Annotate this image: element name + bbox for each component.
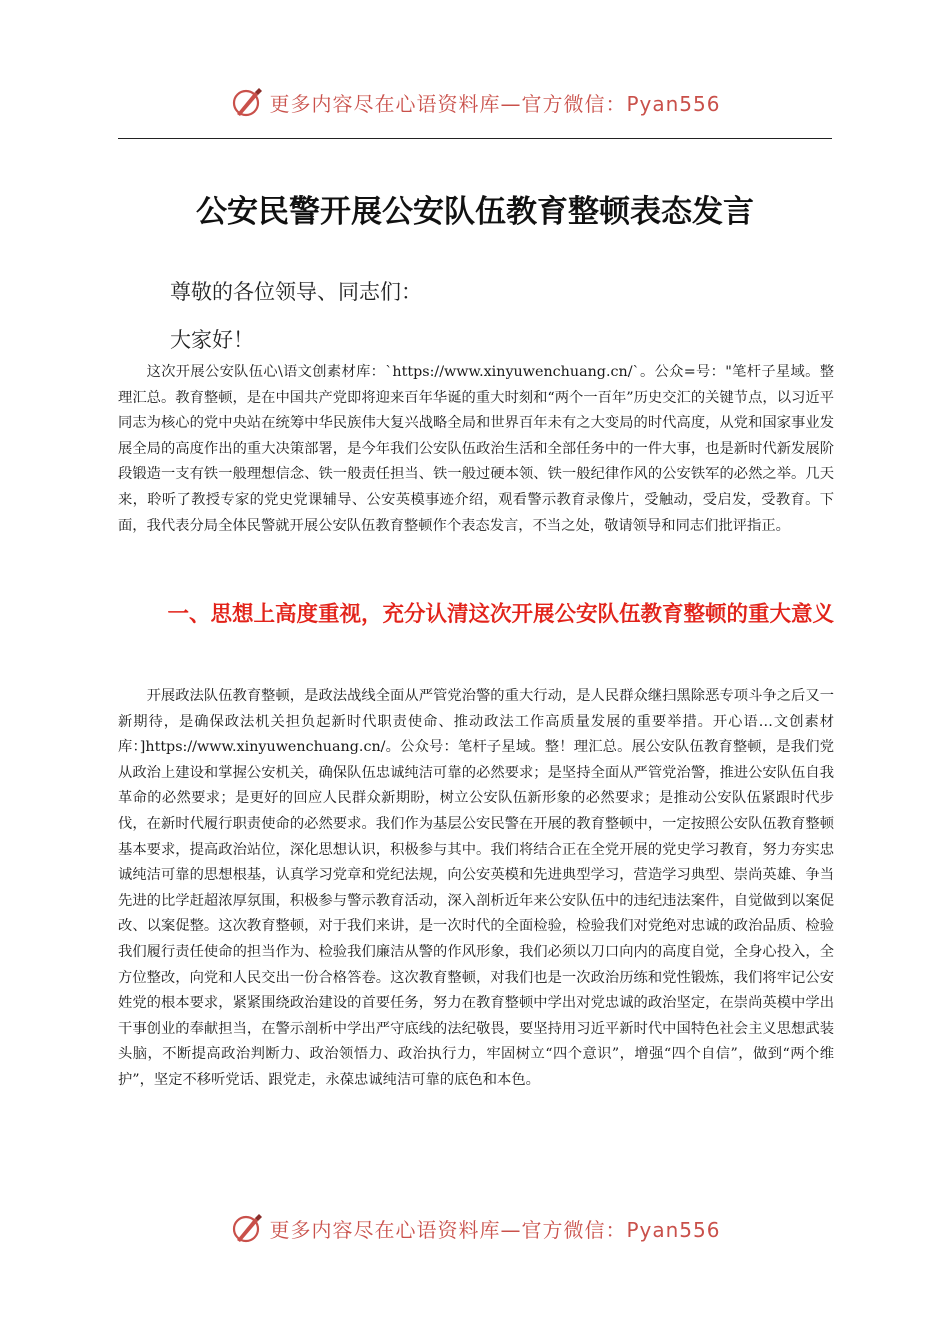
greeting: 大家好！	[170, 328, 254, 352]
document-title: 公安民警开展公安队伍教育整顿表态发言	[196, 194, 754, 230]
watermark-text: 更多内容尽在心语资料库—官方微信：Pyan556	[269, 1217, 721, 1242]
header-watermark	[0, 82, 950, 122]
watermark-text: 更多内容尽在心语资料库—官方微信：Pyan556	[269, 91, 721, 116]
body-paragraph-1: 这次开展公安队伍心\语文创素材库：`https://www.xinyuwenchuang.cn/`。公众=号："笔杆子星域。整理汇总。教育整顿，是在中国共产党即将迎来百年华诞的重大时刻和“两个一百年”历史交汇的关键节点，以习近平同志为核心的党中央站在统筹中华民族伟大复兴战略全局和世界百年未有之大变局的时代高度，从党和国家事业发展全局的高度作出的重大决策部署，是今年我们公安队伍政治生活和全部任务中的一件大事，也是新时代新发展阶段锻造一支有铁一般理想信念、铁一般责任担当、铁一般过硬本领、铁一般纪律作风的公安铁军的必然之举。几天来，聆听了教授专家的党史党课辅导、公安英模事迹介绍，观看警示教育录像片，受触动，受启发，受教育。下面，我代表分局全体民警就开展公安队伍教育整顿作个表态发言，不当之处，敬请领导和同志们批评指正。	[118, 364, 834, 534]
section-heading-1: 一、思想上高度重视，充分认清这次开展公安队伍教育整顿的重大意义	[167, 602, 834, 627]
header-divider	[118, 138, 832, 139]
pen-circle-logo-icon	[229, 1210, 265, 1246]
salutation: 尊敬的各位领导、同志们：	[170, 280, 422, 304]
footer-watermark	[0, 1208, 950, 1248]
body-paragraph-2: 开展政法队伍教育整顿，是政法战线全面从严管党治警的重大行动，是人民群众继扫黑除恶专项斗争之后又一新期待，是确保政法机关担负起新时代职责使命、推动政法工作高质量发展的重要举措。开心语…文创素材库：]https://www.xinyuwenchuang.cn/。公众号：笔杆子星域。整！理汇总。展公安队伍教育整顿，是我们党从政治上建设和掌握公安机关，确保队伍忠诚纯洁可靠的必然要求；是坚持全面从严管党治警，推进公安队伍自我革命的必然要求；是更好的回应人民群众新期盼，树立公安队伍新形象的必然要求；是推动公安队伍紧跟时代步伐，在新时代履行职责使命的必然要求。我们作为基层公安民警在开展的教育整顿中，一定按照公安队伍教育整顿基本要求，提高政治站位，深化思想认识，积极参与其中。我们将结合正在全党开展的党史学习教育，努力夯实忠诚纯洁可靠的思想根基，认真学习党章和党纪法规，向公安英模和先进典型学习，营造学习典型、崇尚英雄、争当先进的比学赶超浓厚氛围，积极参与警示教育活动，深入剖析近年来公安队伍中的违纪违法案件，自觉做到以案促改、以案促整。这次教育整顿，对于我们来讲，是一次时代的全面检验，检验我们对党绝对忠诚的政治品质、检验我们履行责任使命的担当作为、检验我们廉洁从警的作风形象，我们必须以刀口向内的高度自觉，全身心投入，全方位整改，向党和人民交出一份合格答卷。这次教育整顿，对我们也是一次政治历练和党性锻炼，我们将牢记公安姓党的根本要求，紧紧围绕政治建设的首要任务，努力在教育整顿中学出对党忠诚的政治坚定，在崇尚英模中学出干事创业的奉献担当，在警示剖析中学出严守底线的法纪敬畏，要坚持用习近平新时代中国特色社会主义思想武装头脑，不断提高政治判断力、政治领悟力、政治执行力，牢固树立“四个意识”，增强“四个自信”，做到“两个维护”，坚定不移听党话、跟党走，永葆忠诚纯洁可靠的底色和本色。	[118, 688, 834, 1088]
pen-circle-logo-icon	[229, 84, 265, 120]
